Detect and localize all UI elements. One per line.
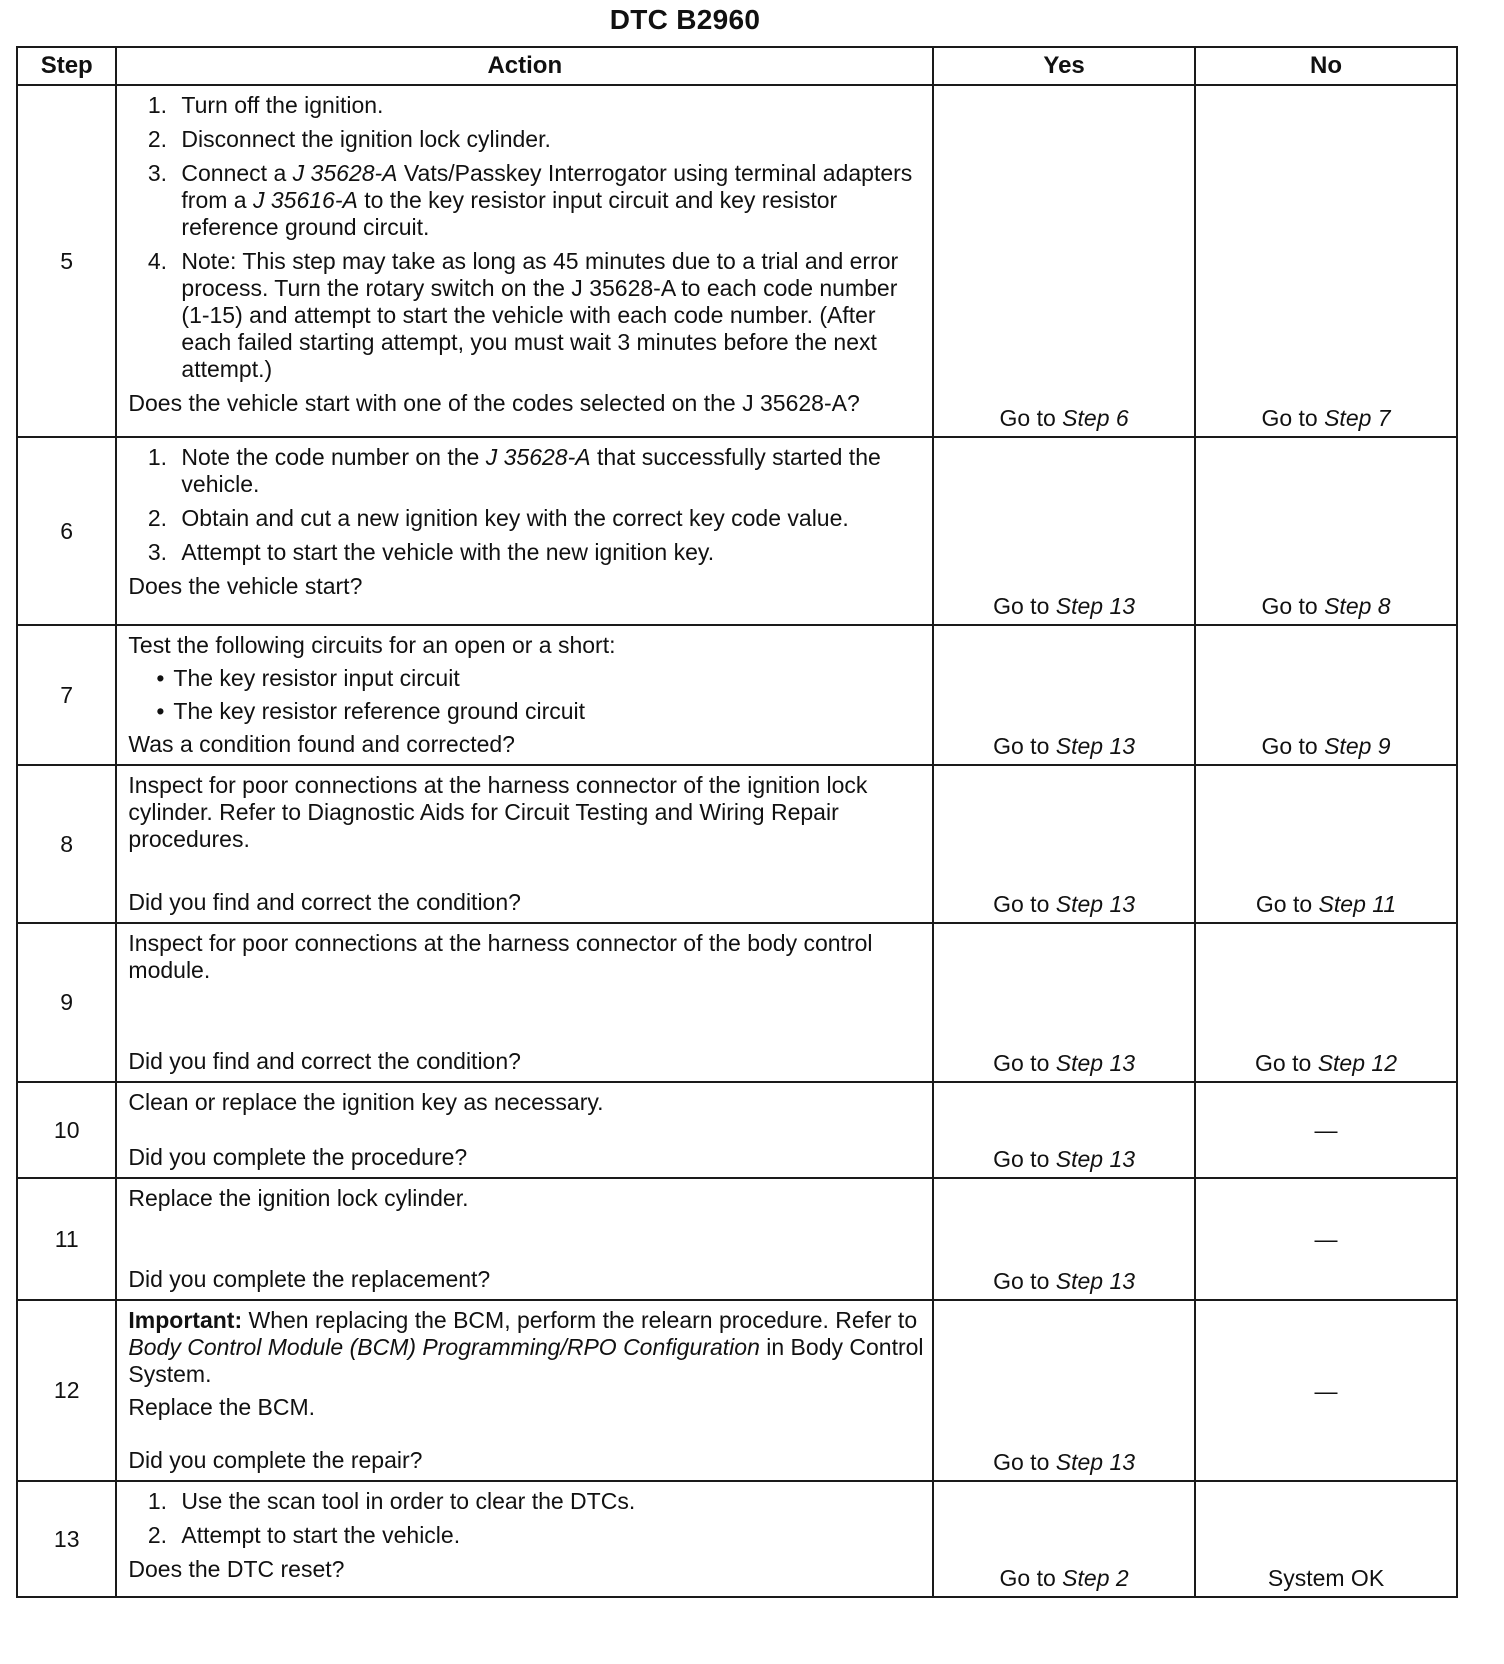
- list-item: 1. Turn off the ignition.: [173, 92, 924, 119]
- goto-step-link: Step 8: [1324, 593, 1391, 619]
- question-text: Did you complete the replacement?: [128, 1266, 491, 1292]
- goto-label: Go to: [1261, 405, 1318, 431]
- goto-step-link: Step 13: [1055, 1268, 1136, 1294]
- goto-label: Go to: [993, 1268, 1050, 1294]
- instruction-text: Inspect for poor connections at the harness connector of the ignition lock cylinder. Refer to Diagnostic Aids for Circuit Testing and Wiring Repair procedures.: [128, 772, 868, 852]
- goto-step-link: Step 7: [1324, 405, 1391, 431]
- table-row: [17, 1178, 1457, 1300]
- instruction-text: Replace the BCM.: [128, 1394, 316, 1420]
- goto-label: Go to: [1255, 891, 1313, 917]
- result-text: System OK: [1267, 1565, 1385, 1591]
- no-cell: [1195, 437, 1457, 625]
- intro-text: Test the following circuits for an open or a short:: [128, 632, 616, 658]
- yes-cell: [933, 1300, 1195, 1481]
- header-no: No: [1195, 47, 1457, 85]
- goto-step-link: Step 12: [1317, 1050, 1397, 1076]
- text-fragment: to the key resistor input circuit and key resistor reference ground circuit.: [181, 187, 838, 240]
- yes-cell: [933, 1481, 1195, 1597]
- question-text: Did you complete the procedure?: [128, 1144, 468, 1170]
- important-note: [128, 1307, 924, 1388]
- goto-step-link: Step 13: [1055, 1050, 1136, 1076]
- goto-label: Go to: [993, 1449, 1050, 1475]
- goto-step-link: Step 13: [1055, 1449, 1136, 1475]
- list-item: 2. Disconnect the ignition lock cylinder.: [173, 126, 924, 153]
- action-cell: [116, 1082, 933, 1178]
- goto-step-link: Step 13: [1055, 1146, 1136, 1172]
- action-list: [128, 444, 924, 566]
- list-item: • The key resistor reference ground circuit: [173, 698, 924, 725]
- goto-label: Go to: [993, 733, 1050, 759]
- goto-step-link: Step 6: [1062, 405, 1129, 431]
- dash-mark: —: [1314, 1117, 1338, 1143]
- no-cell: [1195, 765, 1457, 923]
- no-cell: [1195, 1481, 1457, 1597]
- important-label: Important:: [128, 1307, 243, 1333]
- list-item: 2. Obtain and cut a new ignition key with the correct key code value.: [173, 505, 924, 532]
- header-step: Step: [17, 47, 116, 85]
- bullet-list: [128, 665, 924, 725]
- goto-step-link: Step 2: [1062, 1565, 1129, 1591]
- action-cell: [116, 437, 933, 625]
- question-text: Did you find and correct the condition?: [128, 889, 521, 915]
- step-number: 10: [17, 1082, 116, 1178]
- step-number: 8: [17, 765, 116, 923]
- step-number: 12: [17, 1300, 116, 1481]
- goto-step-link: Step 13: [1055, 733, 1136, 759]
- text-fragment: When replacing the BCM, perform the relearn procedure. Refer to: [242, 1307, 918, 1333]
- goto-label: Go to: [993, 1146, 1050, 1172]
- yes-cell: [933, 1178, 1195, 1300]
- no-cell: [1195, 1300, 1457, 1481]
- table-row: [17, 85, 1457, 437]
- text-fragment: Note the code number on the: [181, 444, 486, 470]
- yes-cell: [933, 85, 1195, 437]
- goto-label: Go to: [993, 1050, 1050, 1076]
- action-cell: [116, 923, 933, 1082]
- yes-cell: [933, 625, 1195, 765]
- table-row: [17, 1481, 1457, 1597]
- action-list: [128, 92, 924, 383]
- goto-label: Go to: [993, 891, 1050, 917]
- list-item: [173, 444, 924, 498]
- question-text: Does the vehicle start?: [128, 573, 363, 599]
- action-cell: [116, 1300, 933, 1481]
- question-text: Was a condition found and corrected?: [128, 731, 515, 757]
- goto-label: Go to: [999, 1565, 1056, 1591]
- list-item: 1. Use the scan tool in order to clear the DTCs.: [173, 1488, 924, 1515]
- goto-step-link: Step 11: [1318, 891, 1397, 917]
- dash-mark: —: [1314, 1377, 1338, 1404]
- text-fragment: Connect a: [181, 160, 293, 186]
- step-number: 5: [17, 85, 116, 437]
- no-cell: [1195, 923, 1457, 1082]
- header-yes: Yes: [933, 47, 1195, 85]
- no-cell: [1195, 85, 1457, 437]
- text-fragment: that successfully started the vehicle.: [181, 444, 881, 497]
- instruction-text: Replace the ignition lock cylinder.: [128, 1185, 469, 1211]
- reference-link: Body Control Module (BCM) Programming/RPO Configuration: [128, 1334, 760, 1360]
- action-cell: [116, 1481, 933, 1597]
- list-item: 2. Attempt to start the vehicle.: [173, 1522, 924, 1549]
- goto-label: Go to: [1261, 593, 1318, 619]
- diagnostic-table: [16, 46, 1458, 1598]
- action-cell: [116, 765, 933, 923]
- yes-cell: [933, 1082, 1195, 1178]
- table-row: [17, 1082, 1457, 1178]
- question-text: Does the vehicle start with one of the codes selected on the J 35628-A?: [128, 390, 860, 416]
- no-cell: [1195, 1082, 1457, 1178]
- goto-step-link: Step 9: [1324, 733, 1391, 759]
- question-text: Did you find and correct the condition?: [128, 1048, 521, 1074]
- step-number: 7: [17, 625, 116, 765]
- step-number: 9: [17, 923, 116, 1082]
- yes-cell: [933, 437, 1195, 625]
- step-number: 6: [17, 437, 116, 625]
- goto-label: Go to: [1255, 1050, 1312, 1076]
- goto-step-link: Step 13: [1055, 891, 1136, 917]
- instruction-text: Clean or replace the ignition key as necessary.: [128, 1089, 604, 1115]
- table-row: [17, 437, 1457, 625]
- list-item: 4. Note: This step may take as long as 45 minutes due to a trial and error process. Turn the rotary switch on the J 35628-A to each code number (1-15) and attempt to start the vehicle with each code number. (After each failed starting attempt, you must wait 3 minutes before the next attempt.): [173, 248, 924, 383]
- list-item: [173, 160, 924, 241]
- table-row: [17, 1300, 1457, 1481]
- action-list: [128, 1488, 924, 1549]
- action-cell: [116, 625, 933, 765]
- instruction-text: Inspect for poor connections at the harness connector of the body control module.: [128, 930, 873, 983]
- list-item: 3. Attempt to start the vehicle with the new ignition key.: [173, 539, 924, 566]
- tool-reference: J 35628-A: [292, 160, 398, 186]
- goto-label: Go to: [993, 593, 1050, 619]
- text-fragment: Vats/Passkey Interrogator using terminal adapters from a: [181, 160, 913, 213]
- dash-mark: —: [1314, 1226, 1338, 1252]
- question-text: Does the DTC reset?: [128, 1556, 345, 1582]
- table-header-row: [17, 47, 1457, 85]
- yes-cell: [933, 765, 1195, 923]
- goto-label: Go to: [999, 405, 1056, 431]
- table-row: [17, 923, 1457, 1082]
- step-number: 13: [17, 1481, 116, 1597]
- action-cell: [116, 85, 933, 437]
- step-number: 11: [17, 1178, 116, 1300]
- goto-label: Go to: [1261, 733, 1318, 759]
- list-item: • The key resistor input circuit: [173, 665, 924, 692]
- goto-step-link: Step 13: [1055, 593, 1136, 619]
- header-action: Action: [116, 47, 933, 85]
- tool-reference: J 35616-A: [252, 187, 358, 213]
- table-row: [17, 765, 1457, 923]
- action-cell: [116, 1178, 933, 1300]
- yes-cell: [933, 923, 1195, 1082]
- tool-reference: J 35628-A: [485, 444, 591, 470]
- no-cell: [1195, 1178, 1457, 1300]
- table-row: [17, 625, 1457, 765]
- no-cell: [1195, 625, 1457, 765]
- text-fragment: in Body Control System.: [128, 1334, 924, 1387]
- document-title: DTC B2960: [609, 4, 761, 35]
- question-text: Did you complete the repair?: [128, 1447, 423, 1473]
